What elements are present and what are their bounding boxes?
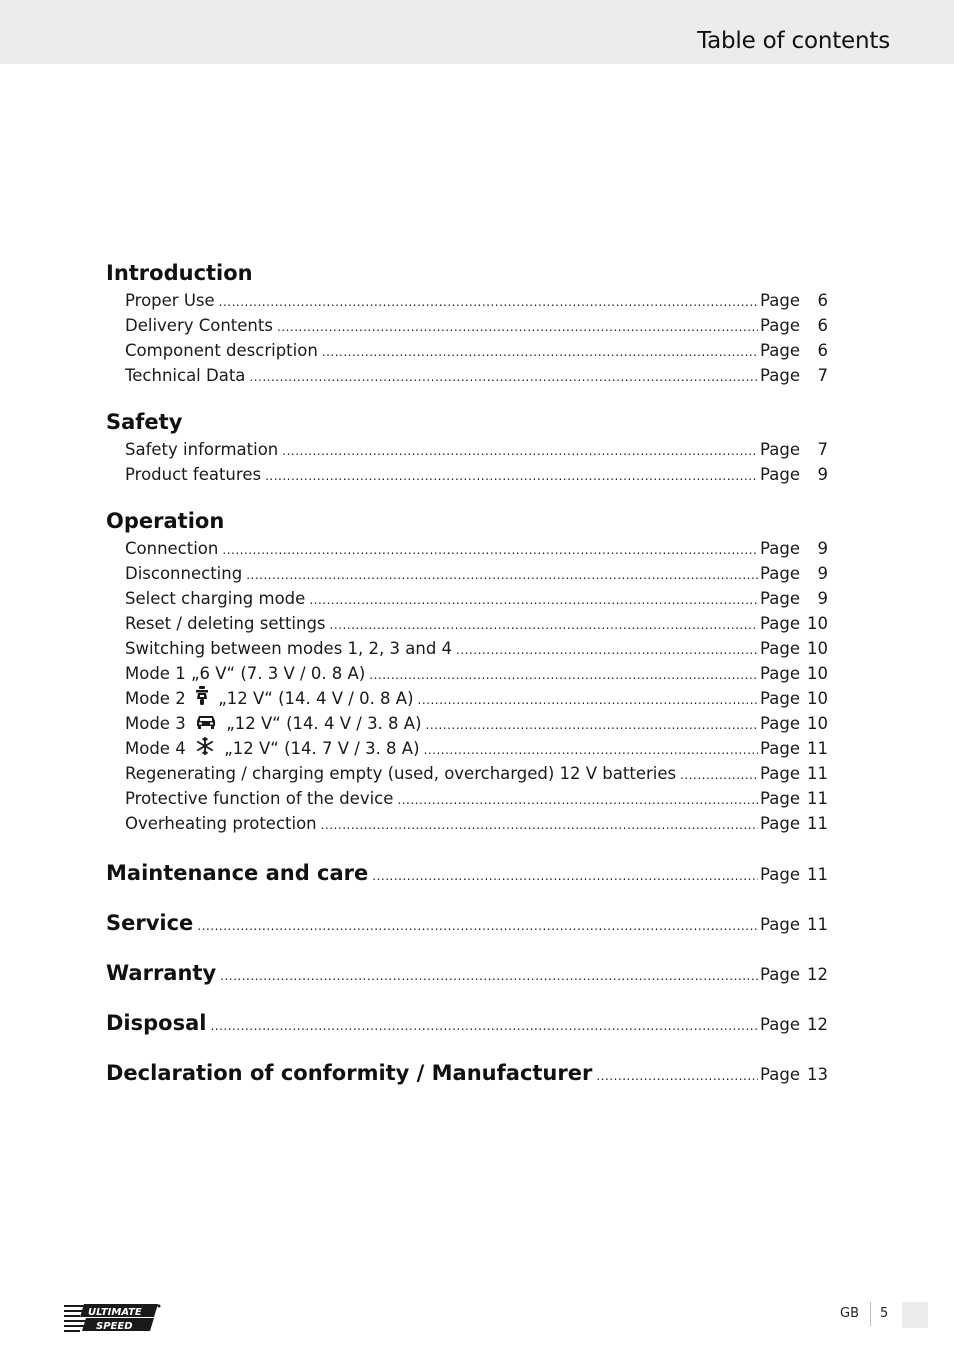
page-number: 6	[817, 291, 828, 310]
page-number: 9	[817, 465, 828, 484]
svg-text:SPEED: SPEED	[96, 1321, 133, 1332]
page-number: 10	[807, 689, 828, 708]
entry-label: Disconnecting	[125, 564, 243, 583]
entry-label: Technical Data	[125, 366, 246, 385]
toc-entry[interactable]	[106, 811, 828, 836]
page-word: Page	[760, 589, 800, 608]
page-word: Page	[760, 764, 800, 783]
svg-text:ULTIMATE: ULTIMATE	[88, 1307, 142, 1318]
page-word: Page	[760, 689, 800, 708]
page-number: 11	[807, 814, 828, 833]
section-heading: Safety	[106, 410, 183, 434]
entry-label-suffix: „12 V“ (14. 4 V / 3. 8 A)	[226, 714, 422, 733]
page-word: Page	[760, 539, 800, 558]
toc-entry[interactable]	[106, 686, 828, 711]
toc-entry-maintenance[interactable]	[106, 855, 828, 905]
page-number: 10	[807, 714, 828, 733]
dot-leader	[265, 464, 758, 489]
toc-entry-disposal[interactable]	[106, 1005, 828, 1055]
entry-label: Warranty	[106, 961, 217, 985]
section-operation	[106, 506, 828, 836]
footer-divider	[870, 1302, 871, 1326]
toc-entry[interactable]	[106, 462, 828, 487]
toc-entry[interactable]	[106, 288, 828, 313]
page-word: Page	[760, 739, 800, 758]
dot-leader	[197, 908, 758, 944]
dot-leader	[330, 613, 759, 638]
entry-label: Reset / deleting settings	[125, 614, 326, 633]
toc-entry[interactable]	[106, 736, 828, 761]
page-number: 9	[817, 539, 828, 558]
section-heading: Introduction	[106, 261, 253, 285]
entry-label-suffix: „12 V“ (14. 4 V / 0. 8 A)	[218, 689, 414, 708]
page-number: 13	[807, 1065, 828, 1084]
page-number: 7	[817, 440, 828, 459]
brand-logo	[64, 1303, 162, 1333]
page-word: Page	[760, 316, 800, 335]
toc-entry[interactable]	[106, 661, 828, 686]
page-number: 11	[807, 789, 828, 808]
entry-label	[125, 686, 414, 713]
section-safety	[106, 407, 828, 487]
page-word: Page	[760, 965, 800, 984]
page-number: 11	[807, 865, 828, 884]
page-number: 12	[807, 965, 828, 984]
toc-entry[interactable]	[106, 586, 828, 611]
page-number: 10	[807, 664, 828, 683]
page-number: 11	[807, 915, 828, 934]
page-number: 12	[807, 1015, 828, 1034]
page-word: Page	[760, 814, 800, 833]
page-number: 6	[817, 341, 828, 360]
dot-leader	[222, 538, 758, 563]
page-word: Page	[760, 465, 800, 484]
dot-leader	[418, 688, 759, 713]
entry-label	[125, 736, 420, 763]
dot-leader	[596, 1058, 758, 1094]
page-word: Page	[760, 664, 800, 683]
entry-label: Mode 1 „6 V“ (7. 3 V / 0. 8 A)	[125, 664, 366, 683]
page-word: Page	[760, 639, 800, 658]
page-word: Page	[760, 865, 800, 884]
page-number: 6	[817, 316, 828, 335]
dot-leader	[309, 588, 758, 613]
page-word: Page	[760, 1065, 800, 1084]
toc-entry-warranty[interactable]	[106, 955, 828, 1005]
section-heading: Operation	[106, 509, 225, 533]
page-number: 9	[817, 564, 828, 583]
entry-label: Disposal	[106, 1011, 207, 1035]
entry-label: Connection	[125, 539, 219, 558]
dot-leader	[282, 439, 758, 464]
dot-leader	[426, 713, 759, 738]
page-word: Page	[760, 915, 800, 934]
entry-label	[125, 711, 422, 737]
dot-leader	[277, 315, 758, 340]
section-introduction	[106, 258, 828, 388]
page-number-footer: 5	[880, 1306, 889, 1321]
toc-entry[interactable]	[106, 536, 828, 561]
entry-label-prefix: Mode 4	[125, 739, 186, 758]
entry-label: Select charging mode	[125, 589, 306, 608]
dot-leader	[322, 340, 758, 365]
dot-leader	[369, 663, 758, 688]
dot-leader	[397, 788, 758, 813]
toc-entry[interactable]	[106, 761, 828, 786]
dot-leader	[210, 1008, 758, 1044]
dot-leader	[249, 365, 758, 390]
entry-label: Declaration of conformity / Manufacturer	[106, 1061, 593, 1085]
toc-entry[interactable]	[106, 313, 828, 338]
page-word: Page	[760, 564, 800, 583]
page-word: Page	[760, 341, 800, 360]
entry-label-prefix: Mode 3	[125, 714, 186, 733]
dot-leader	[219, 290, 758, 315]
toc-entry-declaration[interactable]	[106, 1055, 828, 1105]
entry-label-suffix: „12 V“ (14. 7 V / 3. 8 A)	[224, 739, 420, 758]
toc-entry[interactable]	[106, 611, 828, 636]
page-number: 9	[817, 589, 828, 608]
page-word: Page	[760, 366, 800, 385]
page-number: 10	[807, 614, 828, 633]
dot-leader	[372, 858, 758, 894]
dot-leader	[220, 958, 758, 994]
entry-label: Switching between modes 1, 2, 3 and 4	[125, 639, 453, 658]
entry-label: Maintenance and care	[106, 861, 369, 885]
entry-label: Protective function of the device	[125, 789, 394, 808]
entry-label: Service	[106, 911, 194, 935]
page-word: Page	[760, 440, 800, 459]
dot-leader	[321, 813, 758, 838]
footer-tab-box	[902, 1302, 928, 1328]
page-word: Page	[760, 789, 800, 808]
entry-label: Delivery Contents	[125, 316, 273, 335]
toc-entry[interactable]	[106, 561, 828, 586]
car-icon	[195, 712, 217, 737]
entry-label: Proper Use	[125, 291, 215, 310]
toc-entry-service[interactable]	[106, 905, 828, 955]
toc-entry[interactable]	[106, 363, 828, 388]
entry-label: Overheating protection	[125, 814, 317, 833]
table-of-contents	[106, 258, 828, 1105]
page-number: 10	[807, 639, 828, 658]
snowflake-icon	[195, 736, 215, 763]
toc-entry[interactable]	[106, 338, 828, 363]
entry-label: Product features	[125, 465, 262, 484]
entry-label: Safety information	[125, 440, 279, 459]
page-word: Page	[760, 714, 800, 733]
page-word: Page	[760, 291, 800, 310]
language-code: GB	[840, 1306, 859, 1321]
page-number: 7	[817, 366, 828, 385]
dot-leader	[456, 638, 758, 663]
dot-leader	[424, 738, 759, 763]
page-number: 11	[807, 739, 828, 758]
toc-entry[interactable]	[106, 711, 828, 736]
entry-label: Component description	[125, 341, 318, 360]
page-word: Page	[760, 614, 800, 633]
entry-label-prefix: Mode 2	[125, 689, 186, 708]
toc-entry[interactable]	[106, 636, 828, 661]
motorcycle-icon	[195, 686, 209, 713]
page-title: Table of contents	[697, 28, 890, 54]
toc-entry[interactable]	[106, 437, 828, 462]
page-word: Page	[760, 1015, 800, 1034]
toc-entry[interactable]	[106, 786, 828, 811]
dot-leader	[680, 763, 758, 788]
entry-label: Regenerating / charging empty (used, overcharged) 12 V batteries	[125, 764, 677, 783]
dot-leader	[246, 563, 758, 588]
page-number: 11	[807, 764, 828, 783]
